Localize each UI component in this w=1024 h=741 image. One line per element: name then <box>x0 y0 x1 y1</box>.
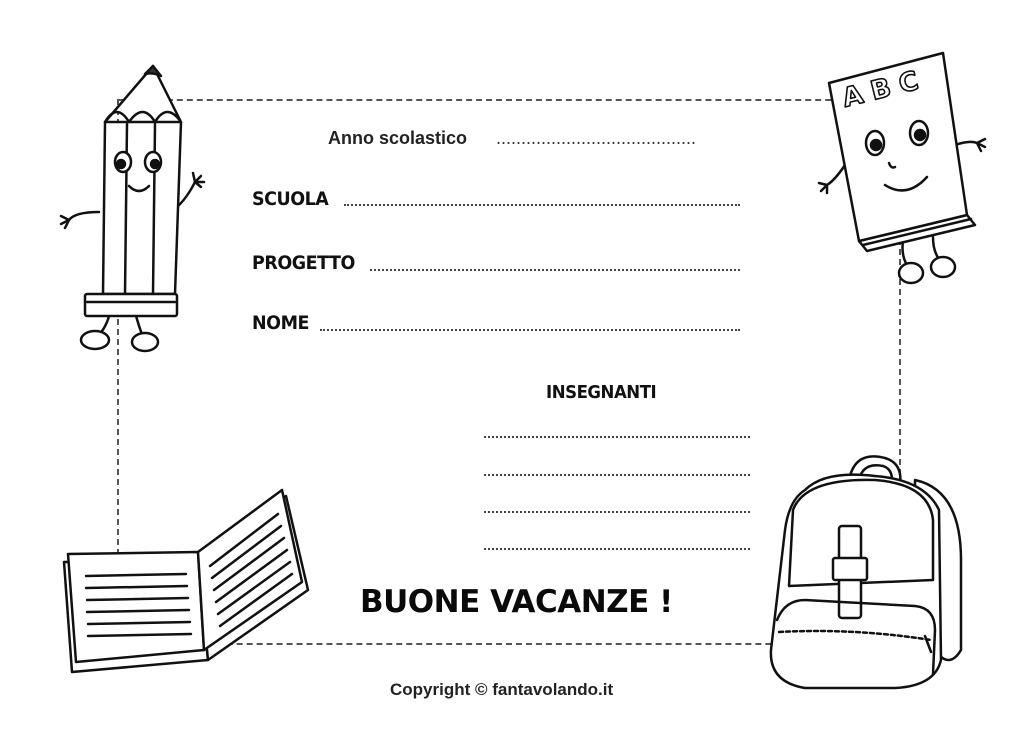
teacher-line-4 <box>484 548 750 550</box>
school-blank-line <box>344 204 740 206</box>
teacher-line-3 <box>484 511 750 513</box>
teachers-title: INSEGNANTI <box>546 382 657 403</box>
copyright-text: Copyright © fantavolando.it <box>390 680 614 699</box>
school-year-label: Anno scolastico <box>328 128 468 148</box>
project-label: PROGETTO <box>252 252 355 274</box>
teacher-line-2 <box>484 474 750 476</box>
greeting-title: BUONE VACANZE ! <box>360 584 673 620</box>
pencil-character-icon <box>55 62 215 362</box>
school-label: SCUOLA <box>252 188 329 210</box>
name-blank-line <box>320 329 740 331</box>
name-label: NOME <box>252 312 309 334</box>
abc-book-character-icon <box>815 45 995 295</box>
teacher-line-1 <box>484 436 750 438</box>
backpack-icon <box>765 450 970 695</box>
school-year-blank: ........................................ <box>496 128 697 148</box>
svg-text:A B C: A B C <box>839 66 922 114</box>
project-blank-line <box>370 269 740 271</box>
open-book-icon <box>58 490 313 675</box>
